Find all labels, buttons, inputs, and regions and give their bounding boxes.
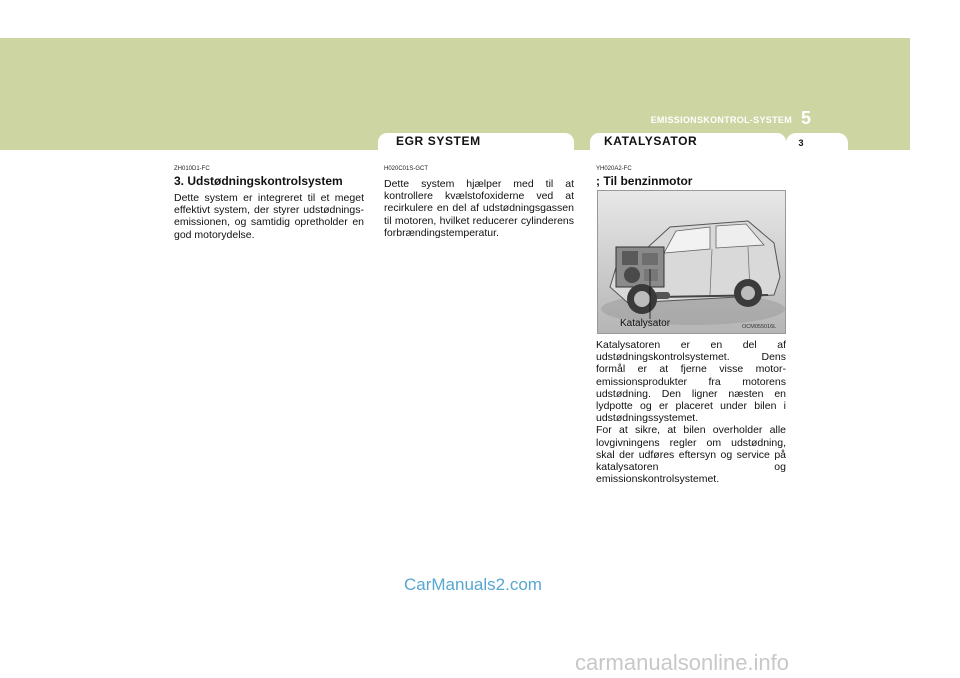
section-body: Dette system er integreret til et meget effektivt system, der styrer udstødnings-emissionen, og samtidig opretholder en god motorydelse. bbox=[174, 192, 364, 241]
section-heading: ; Til benzinmotor bbox=[596, 174, 693, 188]
section-heading: 3. Udstødningskontrolsystem bbox=[174, 174, 343, 188]
section-body: Katalysatoren er en del af udstødningskontrolsystemet. Dens formål er at fjerne visse motor-emissionsprodukter fra motorens udstødning. Den ligner næsten en lydpotte og er placeret under bilen i udstødningssystemet. bbox=[596, 339, 786, 425]
catalytic-converter-figure bbox=[597, 190, 786, 334]
section-body: Dette system hjælper med til at kontrollere kvælstofoxiderne ved at recirkulere en del af udstødningsgassen til motoren, hvilket reducerer cylinderens forbrændingstemperatur. bbox=[384, 178, 574, 239]
section-code: ZH010D1-FC bbox=[174, 166, 210, 172]
watermark-carmanuals: CarManuals2.com bbox=[404, 575, 542, 594]
tab-katalysator: KATALYSATOR bbox=[604, 134, 698, 148]
column-udstodning bbox=[174, 166, 364, 241]
page-number: 3 bbox=[798, 138, 804, 148]
section-body-2: For at sikre, at bilen overholder alle lovgivningens regler om udstødning, skal der udføres eftersyn og service på katalysatoren og emissionskontrolsystemet. bbox=[596, 424, 786, 486]
column-katalysator bbox=[596, 166, 786, 192]
column-katalysator-text bbox=[596, 339, 786, 485]
chapter-number: 5 bbox=[800, 108, 811, 128]
tab-egr-system: EGR SYSTEM bbox=[396, 134, 481, 148]
watermark-carmanualsonline: carmanualsonline.info bbox=[575, 650, 790, 675]
car-illustration bbox=[598, 191, 785, 333]
figure-code: OCM055016L bbox=[742, 324, 777, 330]
figure-label: Katalysator bbox=[620, 318, 671, 329]
chapter-title: EMISSIONSKONTROL-SYSTEM bbox=[650, 115, 792, 125]
section-code: YH020A2-FC bbox=[596, 166, 632, 172]
section-code: H020C01S-GCT bbox=[384, 166, 429, 172]
column-egr bbox=[384, 166, 574, 239]
